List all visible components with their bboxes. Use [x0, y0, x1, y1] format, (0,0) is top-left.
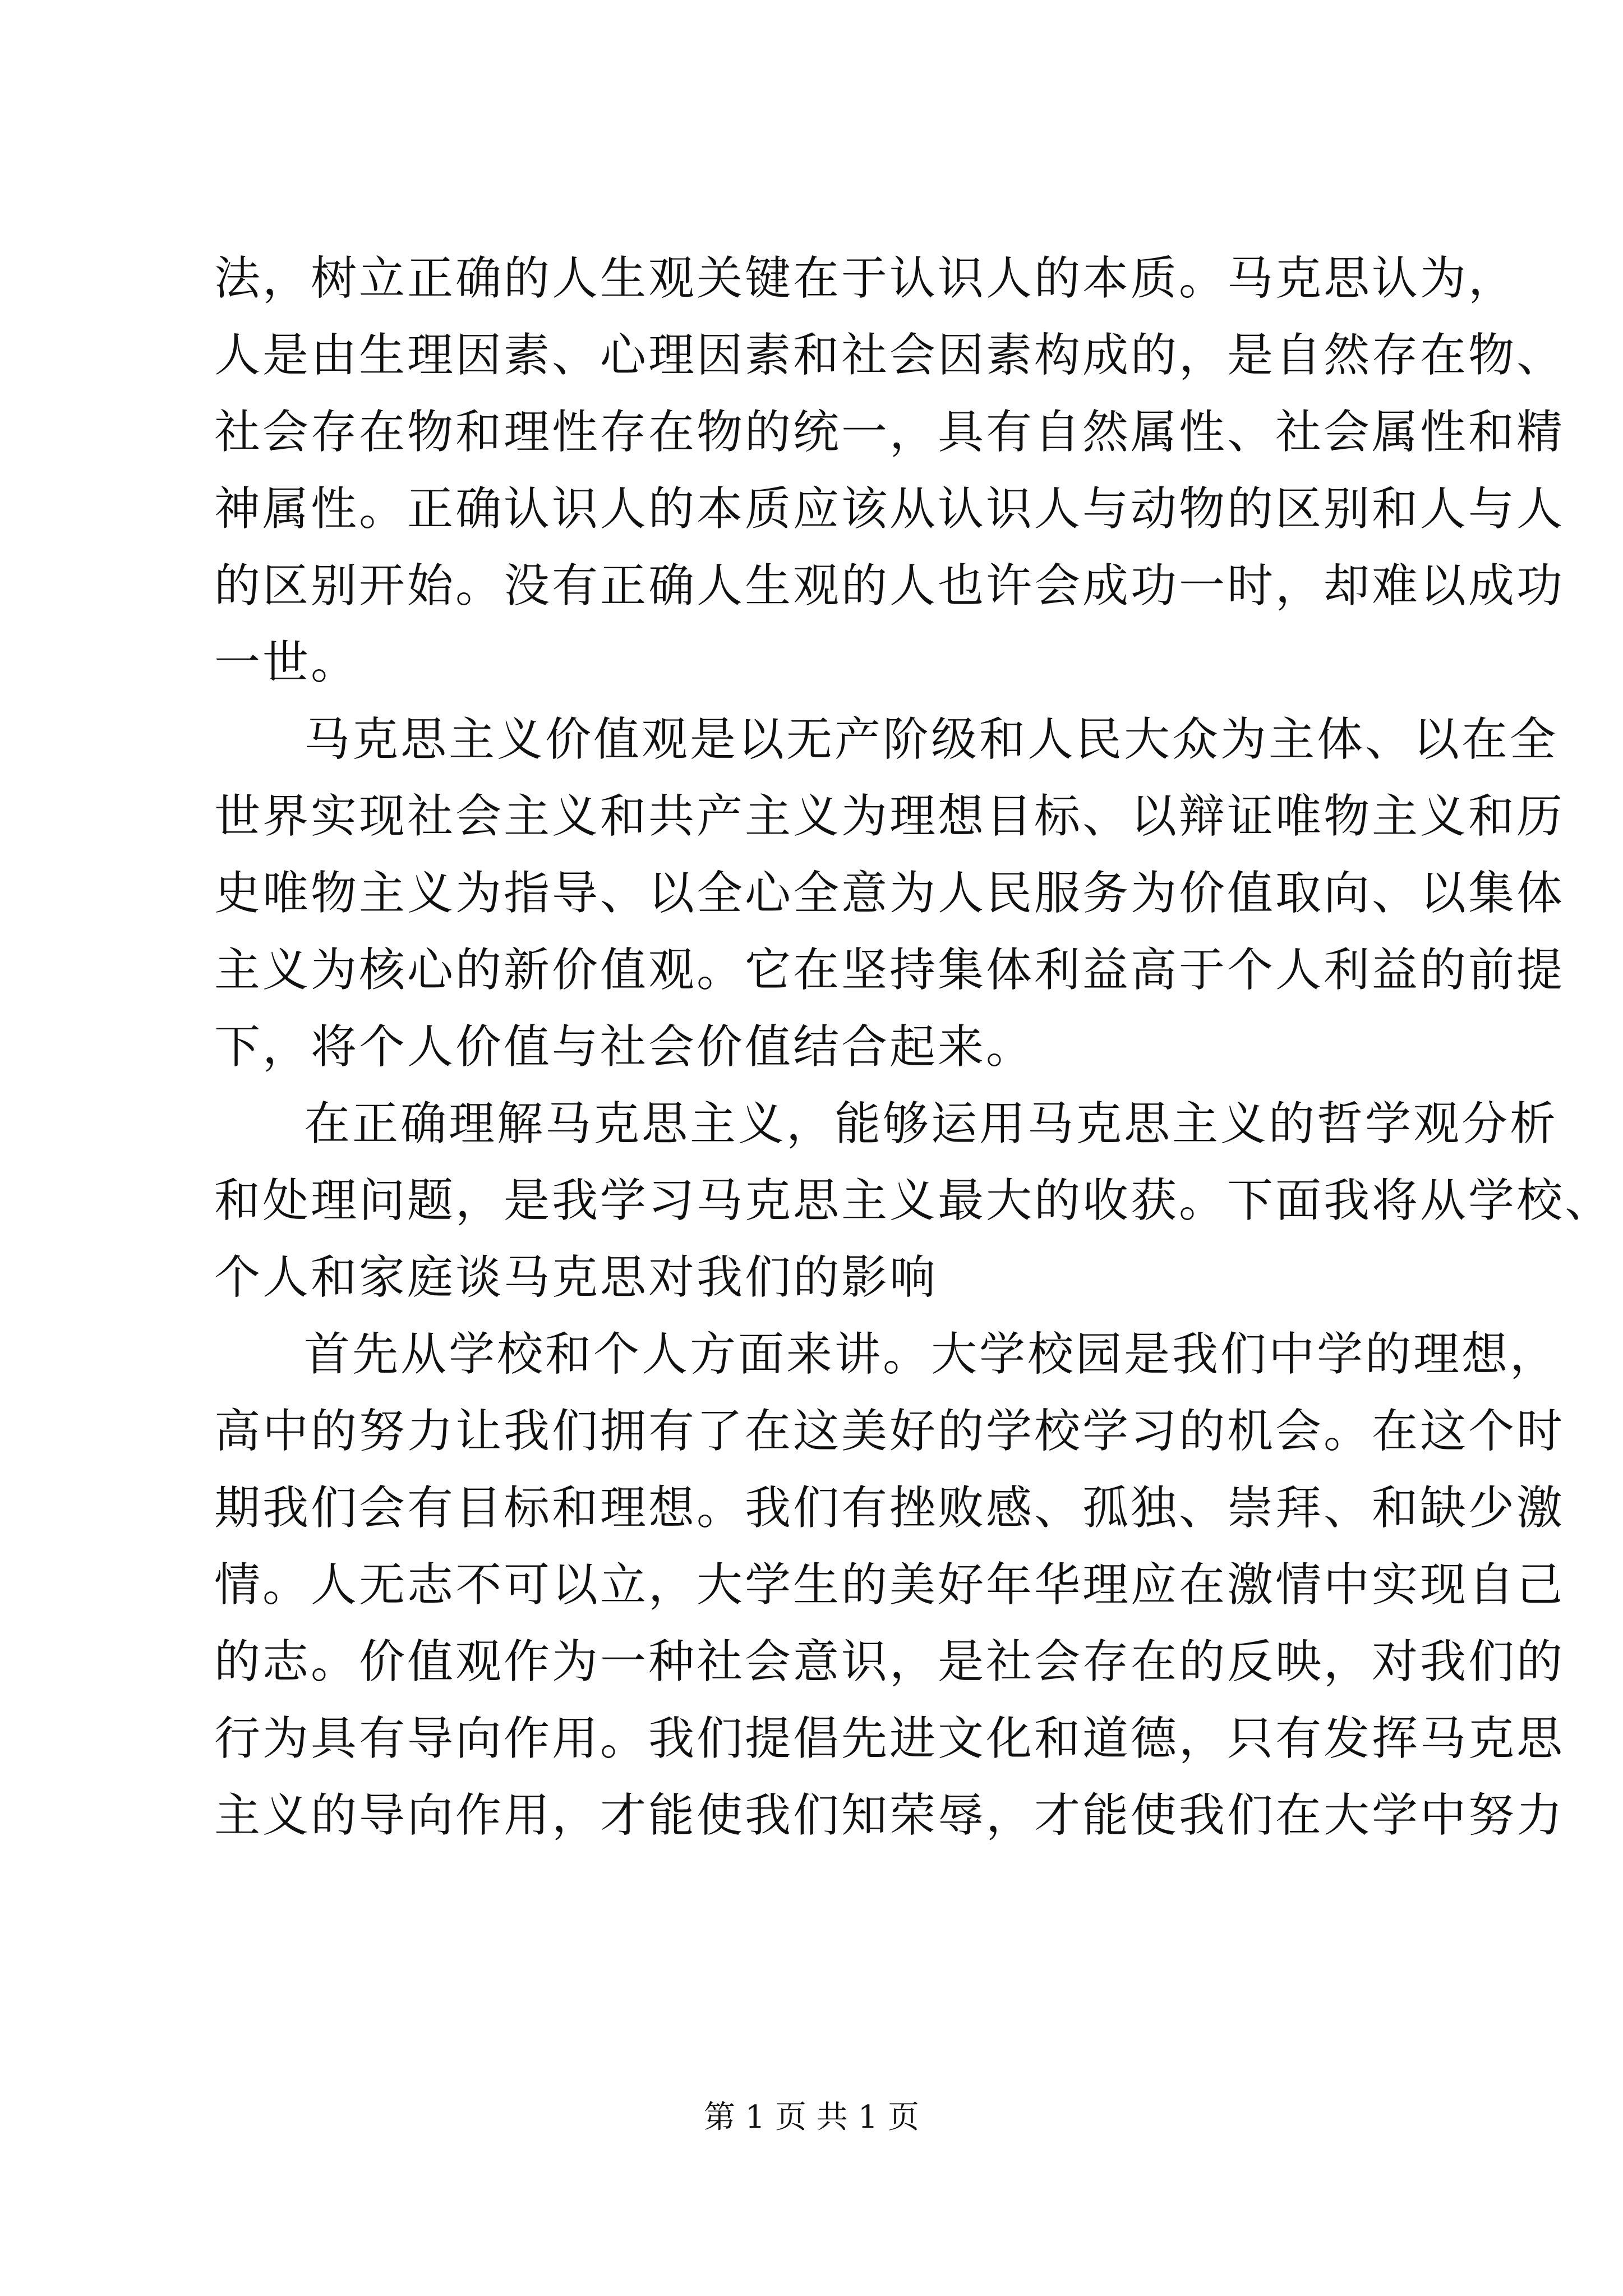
text-line: 行为具有导向作用。我们提倡先进文化和道德，只有发挥马克思 [214, 1712, 1565, 1765]
text-line: 社会存在物和理性存在物的统一，具有自然属性、社会属性和精 [214, 406, 1565, 459]
text-line: 的志。价值观作为一种社会意识，是社会存在的反映，对我们的 [214, 1635, 1565, 1688]
text-line: 世界实现社会主义和共产主义为理想目标、以辩证唯物主义和历 [214, 790, 1565, 843]
text-line: 和处理问题，是我学习马克思主义最大的收获。下面我将从学校、 [214, 1174, 1613, 1227]
text-line: 马克思主义价值观是以无产阶级和人民大众为主体、以在全 [304, 713, 1559, 766]
text-line: 人是由生理因素、心理因素和社会因素构成的，是自然存在物、 [214, 329, 1565, 382]
text-line: 下，将个人价值与社会价值结合起来。 [214, 1020, 1035, 1074]
page-footer: 第 1 页 共 1 页 [703, 2099, 920, 2136]
text-line: 主义的导向作用，才能使我们知荣辱，才能使我们在大学中努力 [214, 1789, 1565, 1842]
text-line: 神属性。正确认识人的本质应该从认识人与动物的区别和人与人 [214, 482, 1565, 536]
text-line: 一世。 [214, 636, 359, 689]
text-line: 高中的努力让我们拥有了在这美好的学校学习的机会。在这个时 [214, 1405, 1565, 1458]
text-line: 个人和家庭谈马克思对我们的影响 [214, 1251, 938, 1304]
text-line: 法，树立正确的人生观关键在于认识人的本质。马克思认为， [214, 252, 1517, 305]
text-line: 在正确理解马克思主义，能够运用马克思主义的哲学观分析 [304, 1097, 1559, 1151]
body-text [214, 240, 1613, 1854]
text-line: 主义为核心的新价值观。它在坚持集体利益高于个人利益的前提 [214, 944, 1565, 997]
text-line: 的区别开始。没有正确人生观的人也许会成功一时，却难以成功 [214, 559, 1565, 613]
text-line: 情。人无志不可以立，大学生的美好年华理应在激情中实现自己 [214, 1558, 1565, 1612]
text-line: 首先从学校和个人方面来讲。大学校园是我们中学的理想， [304, 1328, 1559, 1381]
text-line: 期我们会有目标和理想。我们有挫败感、孤独、崇拜、和缺少激 [214, 1481, 1565, 1535]
text-line: 史唯物主义为指导、以全心全意为人民服务为价值取向、以集体 [214, 867, 1565, 920]
